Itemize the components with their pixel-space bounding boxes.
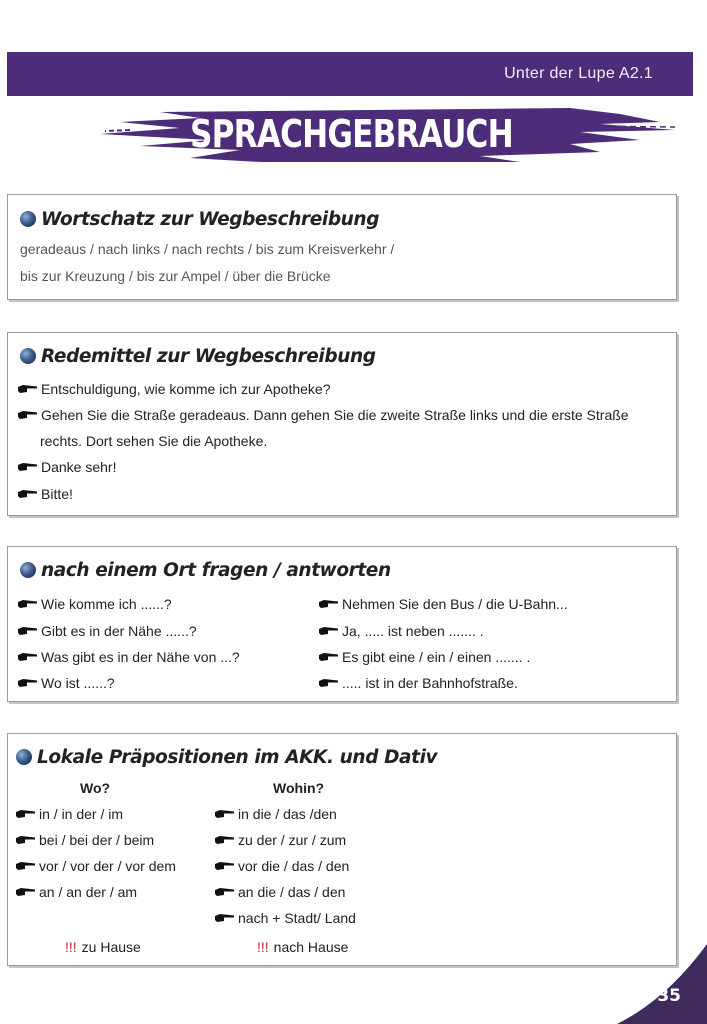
note-nach-hause: !!! nach Hause <box>257 939 349 955</box>
sphere-bullet-icon <box>16 749 32 765</box>
pointing-hand-icon <box>18 678 38 688</box>
phrase-item: Gehen Sie die Straße geradeaus. Dann gehen Sie die zweite Straße links und die erste Straße <box>18 407 629 423</box>
sphere-bullet-icon <box>20 562 36 578</box>
pointing-hand-icon <box>18 652 38 662</box>
page-corner-shape <box>617 944 707 1024</box>
question-item: Gibt es in der Nähe ......? <box>18 623 197 639</box>
ask-answer-heading <box>20 560 391 581</box>
question-item: Was gibt es in der Nähe von ...? <box>18 649 240 665</box>
pointing-hand-icon <box>215 809 235 819</box>
section-title: SPRACHGEBRAUCH <box>190 112 513 156</box>
pointing-hand-icon <box>16 861 36 871</box>
header-bar <box>7 52 693 96</box>
pointing-hand-icon <box>18 626 38 636</box>
prepositions-heading <box>16 747 437 768</box>
preposition-akkusativ: in die / das /den <box>215 806 337 822</box>
question-item: Wo ist ......? <box>18 675 115 691</box>
pointing-hand-icon <box>319 599 339 609</box>
pointing-hand-icon <box>16 887 36 897</box>
pointing-hand-icon <box>16 809 36 819</box>
column-header-wohin: Wohin? <box>273 780 325 796</box>
pointing-hand-icon <box>18 599 38 609</box>
prepositions-title: Lokale Präpositionen im AKK. und Dativ <box>37 747 438 768</box>
answer-item: Es gibt eine / ein / einen ....... . <box>319 649 530 665</box>
warning-marks: !!! <box>65 939 77 955</box>
preposition-akkusativ: vor die / das / den <box>215 858 349 874</box>
pointing-hand-icon <box>18 410 38 420</box>
vocabulary-heading <box>20 209 379 230</box>
answer-item: ..... ist in der Bahnhofstraße. <box>319 675 518 691</box>
preposition-akkusativ: an die / das / den <box>215 884 345 900</box>
pointing-hand-icon <box>16 835 36 845</box>
phrases-heading <box>20 346 376 367</box>
ask-answer-box <box>7 546 677 702</box>
phrases-title: Redemittel zur Wegbeschreibung <box>41 346 376 367</box>
sphere-bullet-icon <box>20 211 36 227</box>
pointing-hand-icon <box>319 652 339 662</box>
ask-answer-title: nach einem Ort fragen / antworten <box>41 560 391 581</box>
phrase-item: Entschuldigung, wie komme ich zur Apotheke? <box>18 381 331 397</box>
answer-item: Nehmen Sie den Bus / die U-Bahn... <box>319 596 568 612</box>
phrases-box <box>7 332 677 516</box>
answer-item: Ja, ..... ist neben ....... . <box>319 623 484 639</box>
warning-marks: !!! <box>257 939 269 955</box>
preposition-dativ: bei / bei der / beim <box>16 832 154 848</box>
vocabulary-box <box>7 194 677 300</box>
page-number: 35 <box>657 986 681 1006</box>
phrase-item: Bitte! <box>18 486 73 502</box>
sphere-bullet-icon <box>20 348 36 364</box>
question-item: Wie komme ich ......? <box>18 596 172 612</box>
pointing-hand-icon <box>215 835 235 845</box>
pointing-hand-icon <box>319 626 339 636</box>
vocabulary-line-2: bis zur Kreuzung / bis zur Ampel / über die Brücke <box>20 268 331 284</box>
pointing-hand-icon <box>215 913 235 923</box>
preposition-akkusativ: nach + Stadt/ Land <box>215 910 356 926</box>
note-zu-hause: !!! zu Hause <box>65 939 141 955</box>
phrase-item: Danke sehr! <box>18 459 116 475</box>
pointing-hand-icon <box>319 678 339 688</box>
preposition-dativ: an / an der / am <box>16 884 137 900</box>
pointing-hand-icon <box>18 489 38 499</box>
prepositions-box <box>7 733 677 966</box>
pointing-hand-icon <box>18 462 38 472</box>
preposition-akkusativ: zu der / zur / zum <box>215 832 346 848</box>
series-title: Unter der Lupe A2.1 <box>504 65 653 82</box>
vocabulary-line-1: geradeaus / nach links / nach rechts / bis zum Kreisverkehr / <box>20 241 395 257</box>
pointing-hand-icon <box>215 887 235 897</box>
column-header-wo: Wo? <box>80 780 111 796</box>
phrase-continuation: rechts. Dort sehen Sie die Apotheke. <box>40 433 268 449</box>
vocabulary-title: Wortschatz zur Wegbeschreibung <box>41 209 380 230</box>
pointing-hand-icon <box>18 384 38 394</box>
preposition-dativ: vor / vor der / vor dem <box>16 858 176 874</box>
pointing-hand-icon <box>215 861 235 871</box>
preposition-dativ: in / in der / im <box>16 806 123 822</box>
